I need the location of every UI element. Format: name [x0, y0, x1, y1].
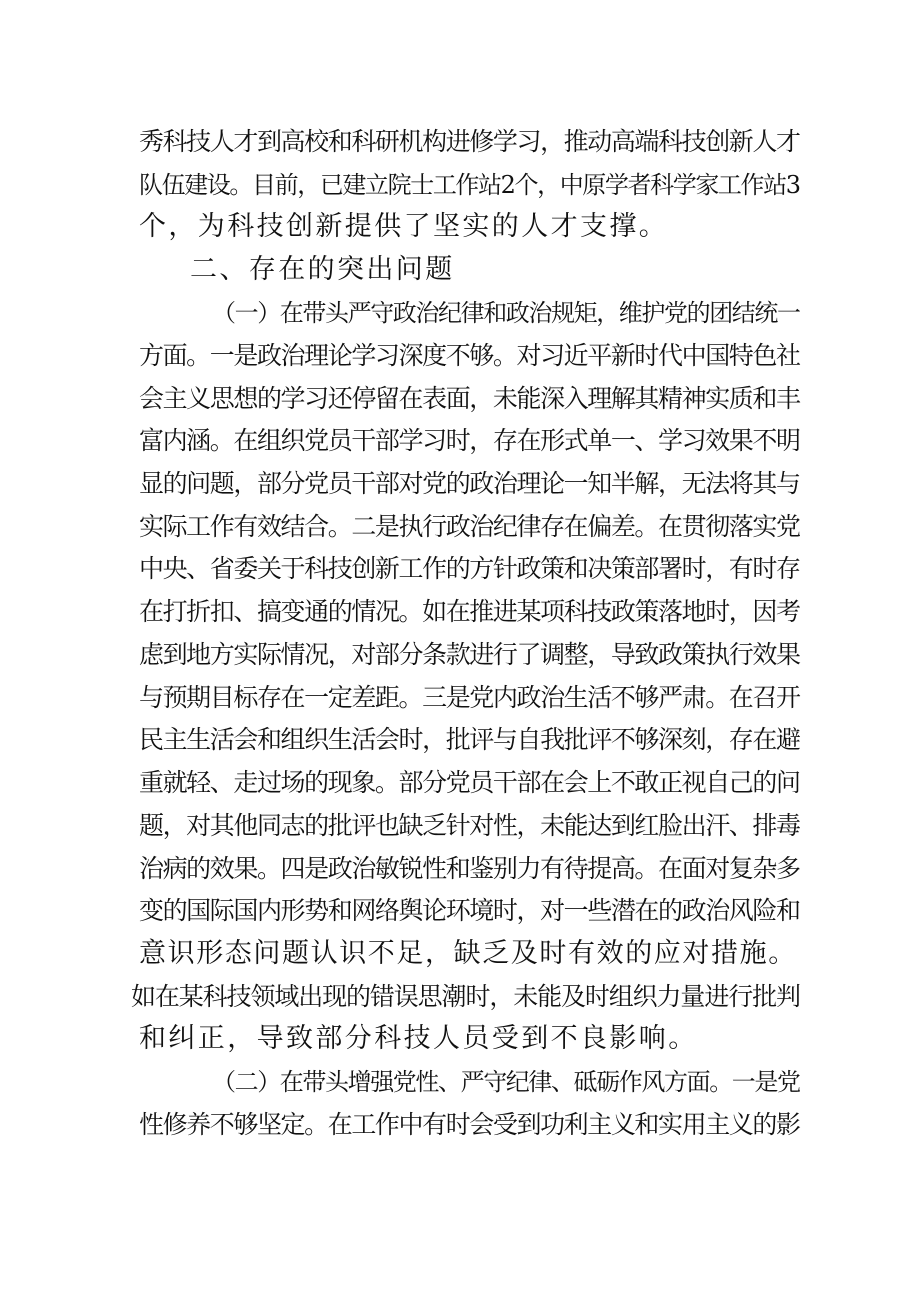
paragraph-line: 变的国际国内形势和网络舆论环境时，对一些潜在的政治风险和 — [139, 896, 799, 925]
paragraph-line: 富内涵。在组织党员干部学习时，存在形式单一、学习效果不明 — [139, 426, 799, 455]
paragraph-line: 实际工作有效结合。二是执行政治纪律存在偏差。在贯彻落实党 — [139, 512, 799, 541]
paragraph-line: 虑到地方实际情况，对部分条款进行了调整，导致政策执行效果 — [139, 640, 799, 669]
paragraph-line: 性修养不够坚定。在工作中有时会受到功利主义和实用主义的影 — [139, 1110, 799, 1139]
paragraph-line: 显的问题，部分党员干部对党的政治理论一知半解，无法将其与 — [139, 469, 799, 498]
subsection-heading-line: （一）在带头严守政治纪律和政治规矩，维护党的团结统一 — [212, 299, 799, 327]
subsection-heading-line: （二）在带头增强党性、严守纪律、砥砺作风方面。一是党 — [212, 1068, 799, 1096]
paragraph-line: 个，为科技创新提供了坚实的人才支撑。 — [139, 211, 669, 242]
paragraph-line: 队伍建设。目前，已建立院士工作站2个，中原学者科学家工作站3 — [139, 171, 799, 199]
paragraph-line: 重就轻、走过场的现象。部分党员干部在会上不敢正视自己的问 — [139, 768, 799, 797]
paragraph-line: 方面。一是政治理论学习深度不够。对习近平新时代中国特色社 — [139, 341, 799, 370]
paragraph-line: 与预期目标存在一定差距。三是党内政治生活不够严肃。在召开 — [139, 683, 799, 712]
paragraph-line: 中央、省委关于科技创新工作的方针政策和决策部署时，有时存 — [139, 554, 799, 583]
paragraph-line: 会主义思想的学习还停留在表面，未能深入理解其精神实质和丰 — [139, 384, 799, 413]
paragraph-line: 意识形态问题认识不足，缺乏及时有效的应对措施。 — [139, 938, 797, 969]
paragraph-line: 和纠正，导致部分科技人员受到不良影响。 — [139, 1023, 698, 1054]
paragraph-line: 题，对其他同志的批评也缺乏针对性，未能达到红脸出汗、排毒 — [139, 811, 799, 840]
paragraph-line: 民主生活会和组织生活会时，批评与自我批评不够深刻，存在避 — [139, 725, 799, 754]
paragraph-line: 治病的效果。四是政治敏锐性和鉴别力有待提高。在面对复杂多 — [139, 854, 799, 883]
paragraph-line: 如在某科技领域出现的错误思潮时，未能及时组织力量进行批判 — [131, 982, 799, 1011]
paragraph-line: 在打折扣、搞变通的情况。如在推进某项科技政策落地时，因考 — [139, 597, 799, 626]
section-heading: 二、存在的突出问题 — [190, 254, 455, 285]
paragraph-line: 秀科技人才到高校和科研机构进修学习，推动高端科技创新人才 — [139, 127, 799, 156]
